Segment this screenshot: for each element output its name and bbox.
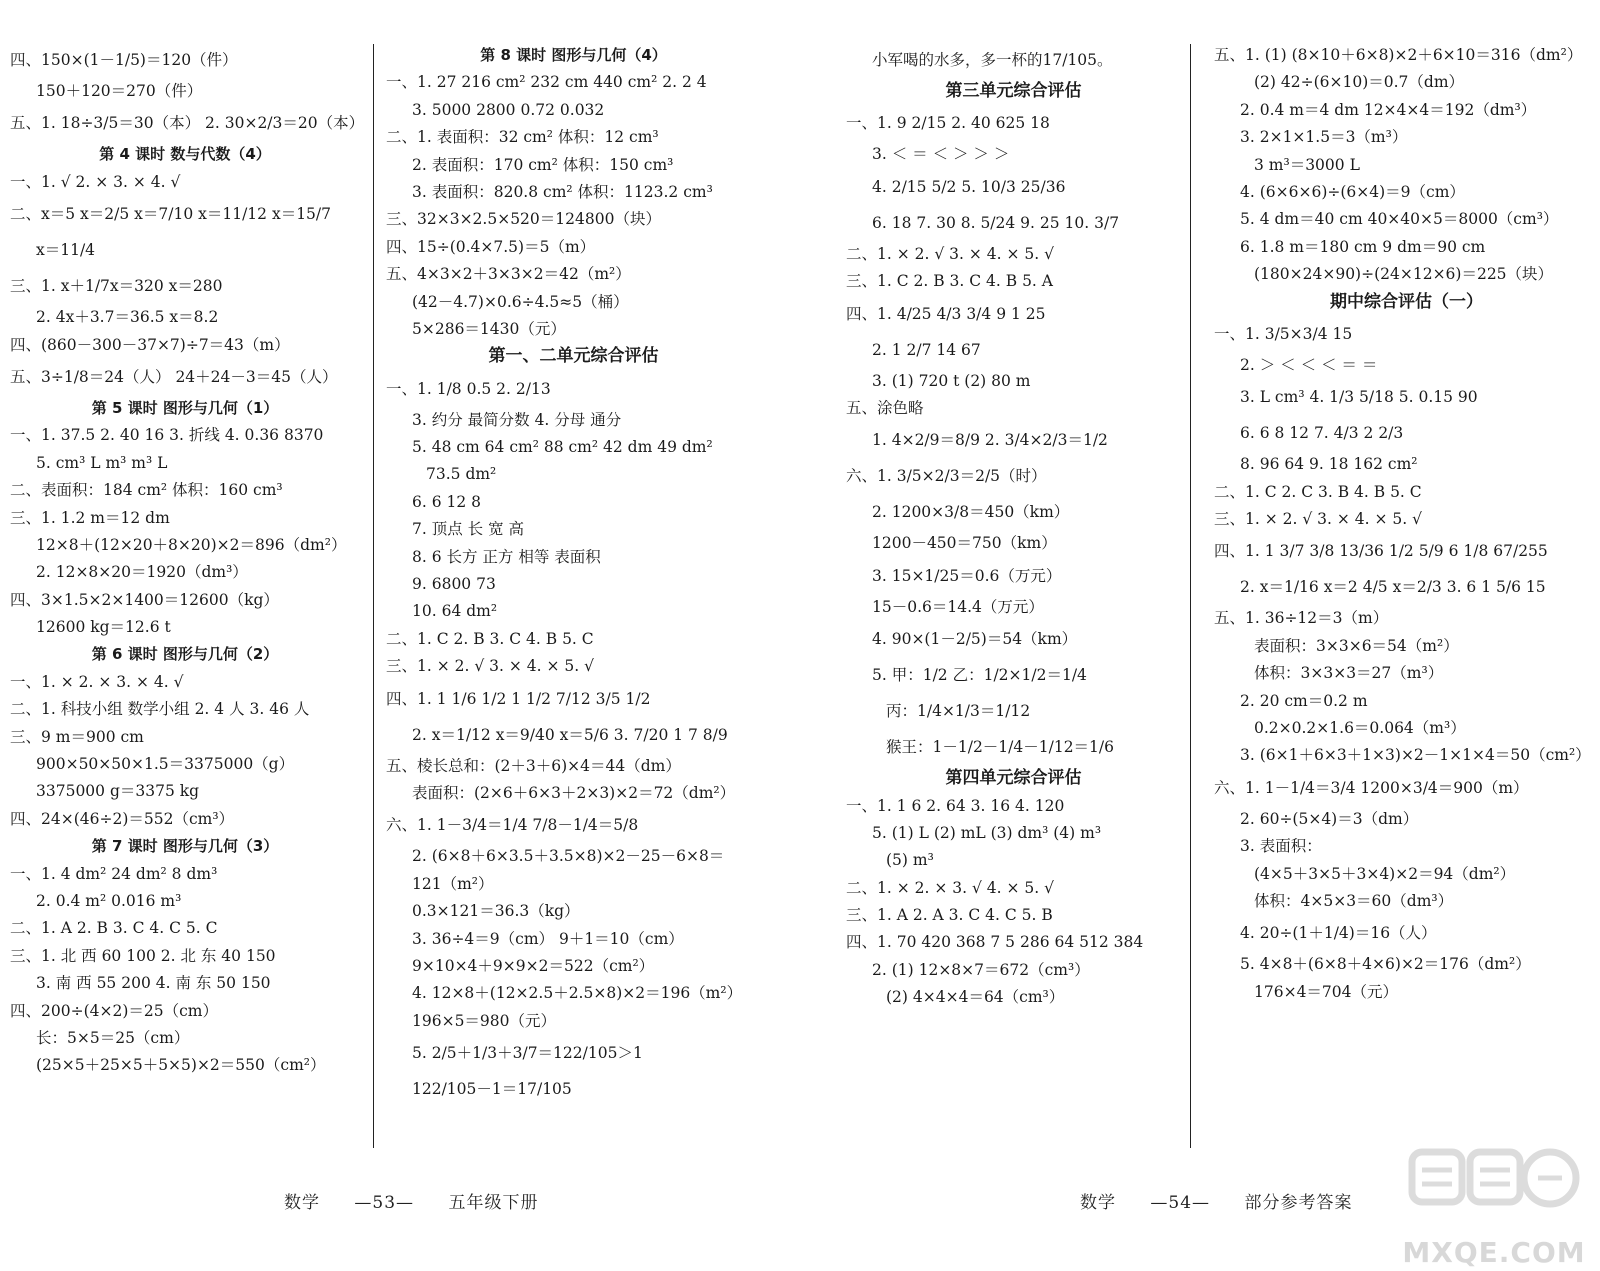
- answer-line: 三、32×3×2.5×520＝124800（块）: [386, 210, 661, 229]
- answer-line: 五、棱长总和：(2＋3＋6)×4＝44（dm）: [386, 756, 681, 775]
- answer-line: 3. 表面积：: [1240, 837, 1322, 856]
- section-heading: 期中综合评估（一）: [1330, 291, 1483, 312]
- section-heading: 第 8 课时 图形与几何（4）: [480, 46, 667, 64]
- answer-line: 体积：4×5×3＝60（dm³）: [1254, 891, 1454, 910]
- answer-line: 三、1. C 2. B 3. C 4. B 5. A: [846, 272, 1053, 291]
- answer-line: 五、4×3×2＋3×3×2＝42（m²）: [386, 265, 631, 284]
- answer-line: 5. 4 dm＝40 cm 40×40×5＝8000（cm³）: [1240, 210, 1559, 229]
- answer-line: 2. 1 2/7 14 67: [872, 340, 981, 359]
- answer-line: 四、(860－300－37×7)÷7＝43（m）: [10, 335, 290, 354]
- answer-line: 4. 20÷(1＋1/4)＝16（人）: [1240, 924, 1437, 943]
- answer-line: 三、1. 北 西 60 100 2. 北 东 40 150: [10, 946, 276, 965]
- answer-line: 四、24×(46÷2)＝552（cm³）: [10, 809, 235, 828]
- answer-line: 三、1. x＋1/7x＝320 x＝280: [10, 277, 223, 296]
- answer-line: 二、1. C 2. C 3. B 4. B 5. C: [1214, 482, 1422, 501]
- footer-grade: 五年级下册: [448, 1193, 539, 1213]
- answer-line: 3. 约分 最简分数 4. 分母 通分: [412, 410, 622, 429]
- answer-line: 四、1. 1 3/7 3/8 13/36 1/2 5/9 6 1/8 67/255: [1214, 542, 1548, 561]
- answer-line: 二、1. A 2. B 3. C 4. C 5. C: [10, 919, 218, 938]
- section-heading: 第三单元综合评估: [945, 81, 1082, 101]
- answer-line: 8. 96 64 9. 18 162 cm²: [1240, 455, 1418, 474]
- answer-line: 4. (6×6×6)÷(6×4)＝9（cm）: [1240, 182, 1465, 201]
- answer-line: 8. 6 长方 正方 相等 表面积: [412, 547, 601, 566]
- answer-line: 121（m²）: [412, 874, 494, 893]
- answer-line: 五、涂色略: [846, 398, 924, 417]
- answer-line: 二、1. C 2. B 3. C 4. B 5. C: [386, 629, 594, 648]
- answer-line: 体积：3×3×3＝27（m³）: [1254, 664, 1444, 683]
- answer-line: 四、15÷(0.4×7.5)＝5（m）: [386, 237, 596, 256]
- answer-line: 5. 甲：1/2 乙：1/2×1/2＝1/4: [872, 666, 1087, 685]
- answer-line: 四、200÷(4×2)＝25（cm）: [10, 1001, 218, 1020]
- answer-line: 7. 顶点 长 宽 高: [412, 520, 524, 539]
- answer-line: 4. 2/15 5/2 5. 10/3 25/36: [872, 177, 1066, 196]
- footer-page-number: —54—: [1150, 1193, 1211, 1213]
- answer-line: 6. 6 8 12 7. 4/3 2 2/3: [1240, 424, 1404, 443]
- page-footer-right: [1080, 1188, 1380, 1213]
- answer-line: 一、1. 9 2/15 2. 40 625 18: [846, 114, 1050, 133]
- answer-line: 5. 48 cm 64 cm² 88 cm² 42 dm 49 dm²: [412, 438, 713, 457]
- answer-line: 4. 90×(1－2/5)＝54（km）: [872, 630, 1078, 649]
- answer-line: 10. 64 dm²: [412, 602, 498, 621]
- answer-line: 二、1. 表面积：32 cm² 体积：12 cm³: [386, 128, 659, 147]
- answer-line: 3. 36÷4＝9（cm） 9＋1＝10（cm）: [412, 929, 684, 948]
- answer-line: 六、1. 1－3/4＝1/4 7/8－1/4＝5/8: [386, 816, 639, 835]
- answer-line: 一、1. 37.5 2. 40 16 3. 折线 4. 0.36 8370: [10, 426, 324, 445]
- answer-line: 0.3×121＝36.3（kg）: [412, 902, 580, 921]
- answer-line: 四、1. 4/25 4/3 3/4 9 1 25: [846, 304, 1046, 323]
- answer-line: (2) 4×4×4＝64（cm³）: [886, 988, 1065, 1007]
- answer-line: 2. 表面积：170 cm² 体积：150 cm³: [412, 155, 674, 174]
- answer-line: (180×24×90)÷(24×12×6)＝225（块）: [1254, 265, 1554, 284]
- answer-line: 一、1. 1/8 0.5 2. 2/13: [386, 379, 551, 398]
- section-heading: 第 4 课时 数与代数（4）: [99, 145, 271, 164]
- answer-line: 1. 4×2/9＝8/9 2. 3/4×2/3＝1/2: [872, 431, 1108, 450]
- answer-line: 3. 15×1/25＝0.6（万元）: [872, 566, 1062, 585]
- answer-line: 一、1. 3/5×3/4 15: [1214, 324, 1353, 343]
- answer-line: 2. ＞ ＜ ＜ ＜ ＝ ＝: [1240, 355, 1378, 374]
- answer-line: 丙：1/4×1/3＝1/12: [886, 702, 1031, 721]
- answer-line: 3. 表面积：820.8 cm² 体积：1123.2 cm³: [412, 182, 713, 201]
- answer-line: 3. 南 西 55 200 4. 南 东 50 150: [36, 974, 271, 993]
- answer-line: 0.2×0.2×1.6＝0.064（m³）: [1254, 719, 1466, 738]
- answer-line: 2. 4x＋3.7＝36.5 x＝8.2: [36, 308, 219, 327]
- answer-line: (25×5＋25×5＋5×5)×2＝550（cm²）: [36, 1056, 326, 1075]
- answer-line: 2. (1) 12×8×7＝672（cm³）: [872, 960, 1090, 979]
- answer-line: 15－0.6＝14.4（万元）: [872, 597, 1044, 616]
- answer-line: x＝11/4: [36, 241, 96, 260]
- answer-line: 3. ＜ ＝ ＜ ＞ ＞ ＞: [872, 145, 1010, 164]
- answer-line: 三、1. × 2. √ 3. × 4. × 5. √: [1214, 510, 1423, 529]
- footer-label: 部分参考答案: [1244, 1193, 1353, 1213]
- answer-line: 2. 12×8×20＝1920（dm³）: [36, 563, 248, 582]
- footer-subject: 数学: [284, 1193, 320, 1213]
- answer-line: 表面积：3×3×6＝54（m²）: [1254, 636, 1459, 655]
- answer-line: 五、3÷1/8＝24（人） 24＋24－3＝45（人）: [10, 367, 338, 386]
- answer-line: 五、1. 18÷3/5＝30（本） 2. 30×2/3＝20（本）: [10, 114, 365, 133]
- answer-line: 二、1. 科技小组 数学小组 2. 4 人 3. 46 人: [10, 700, 310, 719]
- answer-line: 三、9 m＝900 cm: [10, 727, 144, 746]
- answer-line: 二、1. × 2. √ 3. × 4. × 5. √: [846, 244, 1055, 263]
- answer-line: 5. 2/5＋1/3＋3/7＝122/105＞1: [412, 1044, 643, 1063]
- answer-line: 一、1. 1 6 2. 64 3. 16 4. 120: [846, 796, 1065, 815]
- watermark: [1394, 1142, 1594, 1269]
- answer-line: 9×10×4＋9×9×2＝522（cm²）: [412, 956, 655, 975]
- answer-line: 一、1. 27 216 cm² 232 cm 440 cm² 2. 2 4: [386, 73, 707, 92]
- answer-line: 196×5＝980（元）: [412, 1011, 557, 1030]
- answer-line: 2. x＝1/12 x＝9/40 x＝5/6 3. 7/20 1 7 8/9: [412, 725, 728, 744]
- answer-column-4: [1214, 42, 1599, 1006]
- answer-line: 3. (6×1＋6×3＋1×3)×2－1×1×4＝50（cm²）: [1240, 746, 1591, 765]
- answer-line: 176×4＝704（元）: [1254, 982, 1399, 1001]
- answer-line: 5. (1) L (2) mL (3) dm³ (4) m³: [872, 823, 1102, 842]
- section-heading: 第四单元综合评估: [945, 768, 1082, 789]
- answer-line: 表面积：(2×6＋6×3＋2×3)×2＝72（dm²）: [412, 783, 736, 802]
- answer-line: 长：5×5＝25（cm）: [36, 1028, 190, 1047]
- answer-line: 三、1. 1.2 m＝12 dm: [10, 508, 170, 527]
- answer-line: (2) 42÷(6×10)＝0.7（dm）: [1254, 73, 1465, 92]
- answer-line: 73.5 dm²: [426, 465, 497, 484]
- answer-line: (5) m³: [886, 851, 934, 870]
- footer-page-number: —53—: [354, 1193, 415, 1213]
- answer-line: 3. 5000 2800 0.72 0.032: [412, 100, 605, 119]
- column-divider-left: [373, 44, 374, 1148]
- answer-line: 1200－450＝750（km）: [872, 534, 1057, 553]
- answer-line: 9. 6800 73: [412, 575, 496, 594]
- answer-line: 猴王：1－1/2－1/4－1/12＝1/6: [886, 738, 1115, 757]
- page-footer-left: [284, 1188, 566, 1213]
- answer-line: 2. 20 cm＝0.2 m: [1240, 691, 1368, 710]
- answer-line: 四、3×1.5×2×1400＝12600（kg）: [10, 590, 279, 609]
- answer-line: 6. 18 7. 30 8. 5/24 9. 25 10. 3/7: [872, 213, 1120, 232]
- answer-line: 一、1. 4 dm² 24 dm² 8 dm³: [10, 864, 218, 883]
- answer-column-3: [846, 42, 1181, 1012]
- answer-line: 3375000 g＝3375 kg: [36, 782, 200, 801]
- section-heading: 第 6 课时 图形与几何（2）: [91, 645, 279, 664]
- answer-line: 3 m³＝3000 L: [1254, 155, 1360, 174]
- answer-line: 5×286＝1430（元）: [412, 319, 566, 338]
- answer-line: 122/105－1＝17/105: [412, 1080, 572, 1099]
- answer-line: 12600 kg＝12.6 t: [36, 618, 171, 637]
- answer-line: 2. (6×8＋6×3.5＋3.5×8)×2－25－6×8＝: [412, 847, 725, 866]
- answer-line: 六、1. 1－1/4＝3/4 1200×3/4＝900（m）: [1214, 778, 1529, 797]
- answer-line: 3. (1) 720 t (2) 80 m: [872, 371, 1031, 390]
- answer-line: (4×5＋3×5＋3×4)×2＝94（dm²）: [1254, 864, 1516, 883]
- answer-line: 二、1. × 2. × 3. √ 4. × 5. √: [846, 878, 1055, 897]
- answer-line: 5. 4×8＋(6×8＋4×6)×2＝176（dm²）: [1240, 955, 1531, 974]
- answer-line: 二、x＝5 x＝2/5 x＝7/10 x＝11/12 x＝15/7: [10, 205, 332, 224]
- answer-line: 六、1. 3/5×2/3＝2/5（时）: [846, 467, 1047, 486]
- answer-line: 四、1. 1 1/6 1/2 1 1/2 7/12 3/5 1/2: [386, 689, 651, 708]
- answer-line: 小军喝的水多，多一杯的17/105。: [872, 51, 1113, 69]
- answer-column-1: [10, 42, 365, 1080]
- answer-line: 五、1. 36÷12＝3（m）: [1214, 609, 1389, 628]
- answer-line: 5. cm³ L m³ m³ L: [36, 453, 168, 472]
- section-heading: 第 5 课时 图形与几何（1）: [91, 398, 279, 417]
- watermark-logo-icon: [1408, 1142, 1580, 1234]
- answer-line: 6. 6 12 8: [412, 492, 482, 511]
- answer-line: 900×50×50×1.5＝3375000（g）: [36, 755, 295, 774]
- answer-line: 一、1. √ 2. × 3. × 4. √: [10, 172, 181, 191]
- section-heading: 第 7 课时 图形与几何（3）: [91, 837, 279, 856]
- column-divider-right: [1190, 44, 1191, 1148]
- answer-line: 150＋120＝270（件）: [36, 82, 203, 100]
- answer-line: 三、1. × 2. √ 3. × 4. × 5. √: [386, 657, 595, 676]
- answer-line: 2. x＝1/16 x＝2 4/5 x＝2/3 3. 6 1 5/6 15: [1240, 578, 1546, 597]
- answer-line: 4. 12×8＋(12×2.5＋2.5×8)×2＝196（m²）: [412, 984, 743, 1003]
- answer-line: 2. 60÷(5×4)＝3（dm）: [1240, 809, 1419, 828]
- answer-line: 2. 1200×3/8＝450（km）: [872, 503, 1070, 522]
- answer-line: (42－4.7)×0.6÷4.5≈5（桶）: [412, 292, 629, 311]
- answer-line: 12×8＋(12×20＋8×20)×2＝896（dm²）: [36, 535, 347, 554]
- answer-line: 三、1. A 2. A 3. C 4. C 5. B: [846, 906, 1053, 925]
- section-heading: 第一、二单元综合评估: [488, 346, 659, 367]
- answer-line: 2. 0.4 m² 0.016 m³: [36, 891, 182, 910]
- footer-subject: 数学: [1080, 1193, 1116, 1213]
- answer-line: 五、1. (1) (8×10＋6×8)×2＋6×10＝316（dm²）: [1214, 46, 1583, 64]
- answer-line: 一、1. × 2. × 3. × 4. √: [10, 672, 184, 691]
- answer-line: 四、1. 70 420 368 7 5 286 64 512 384: [846, 933, 1144, 952]
- answer-line: 3. 2×1×1.5＝3（m³）: [1240, 128, 1408, 147]
- answer-line: 二、表面积：184 cm² 体积：160 cm³: [10, 481, 283, 500]
- answer-column-2: [386, 42, 761, 1107]
- answer-line: 2. 0.4 m＝4 dm 12×4×4＝192（dm³）: [1240, 100, 1537, 119]
- answer-line: 6. 1.8 m＝180 cm 9 dm＝90 cm: [1240, 237, 1486, 256]
- watermark-url: MXQE.COM: [1402, 1236, 1586, 1269]
- answer-line: 3. L cm³ 4. 1/3 5/18 5. 0.15 90: [1240, 388, 1478, 407]
- answer-line: 四、150×(1－1/5)＝120（件）: [10, 51, 238, 69]
